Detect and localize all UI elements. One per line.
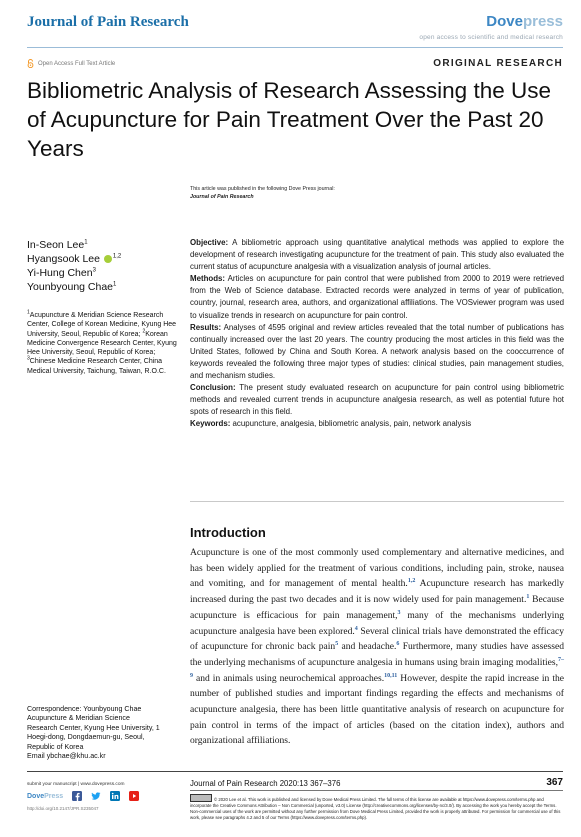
article-type: ORIGINAL RESEARCH	[433, 58, 563, 69]
abstract-conclusion: Conclusion: The present study evaluated research on acupuncture for pain control using bibliometric methods and revealed current trends in acupuncture analgesia research, as well as potential future hot spots of research in this field.	[190, 383, 564, 417]
correspondence-line: Acupuncture & Meridian Science	[27, 714, 130, 723]
author-name[interactable]: Yi-Hung Chen$^3$	[27, 267, 96, 279]
abstract-keywords: Keywords: acupuncture, analgesia, bibliometric analysis, pain, network analysis	[190, 419, 472, 429]
affiliation-2: Korean Medicine Convergence Research Center, Kyung Hee University, Seoul, Republic of Korea;	[27, 330, 177, 357]
correspondence-line: Research Center, Kyung Hee University, 1	[27, 723, 160, 732]
abstract	[190, 237, 564, 431]
open-access-label	[27, 59, 115, 68]
footer-divider	[27, 771, 563, 772]
correspondence-email[interactable]: Email ybchae@khu.ac.kr	[27, 752, 106, 761]
correspondence	[27, 705, 177, 761]
dovepress-logo-main: Dove	[486, 13, 523, 30]
creative-commons-icon[interactable]	[190, 794, 212, 802]
twitter-icon[interactable]	[91, 791, 101, 801]
affiliations: $^1$Acupuncture & Meridian Science Research Center, College of Korean Medicine, Kyung Hee University, Seoul, Republic of Korea; $^2$Korean Medicine Convergence Research Center, Kyung Hee University, Seoul, Republic of Korea; $^3$Chinese Medicine Research Center, China Medical University, Taichung, Taiwan, R.O.C.	[27, 309, 177, 375]
doi-link[interactable]: http://doi.org/10.2147/JPR.S235047	[27, 806, 99, 811]
citation-link[interactable]: 10,11	[384, 672, 398, 679]
publication-note-journal[interactable]: Journal of Pain Research	[190, 194, 254, 200]
author-name[interactable]: Younbyoung Chae$^1$	[27, 281, 117, 293]
dovepress-logo-suffix: press	[522, 13, 563, 30]
youtube-icon[interactable]	[129, 791, 139, 801]
introduction-body: Acupuncture is one of the most commonly used complementary and alternative medicines, and has been widely applied for the treatment of various conditions, including pain, stroke, nausea and vomiting, and for management of mental health.$^{1,2}$ Acupuncture research has markedly increased during the past two decades and it is now widely used for pain management.$^1$ Because acupuncture is efficacious for pain management,$^3$ many of the mechanisms underlying acupuncture analgesia have been explored.$^4$ Several clinical trials have demonstrated the efficacy of acupuncture for chronic back pain$^5$ and headache.$^6$ Furthermore, many studies have assessed the underlying mechanisms of acupuncture analgesia in humans using brain imaging modalities,$^{7-9}$ and in animals using neurochemical approaches.$^{10,11}$ However, despite the rapid increase in the number of published studies and important findings regarding the effects and mechanisms of acupuncture analgesia, there has been little quantitative analysis of research on acupuncture for pain control in terms of the impact of articles (based on the citation index), authors and organizational affiliations.	[190, 547, 564, 747]
citation-link[interactable]: 3	[397, 609, 401, 616]
open-access-text: Open Access Full Text Article	[38, 60, 116, 67]
introduction-heading: Introduction	[190, 525, 266, 540]
citation-link[interactable]: 6	[396, 641, 400, 648]
publication-note-line: This article was published in the following Dove Press journal:	[190, 186, 335, 192]
article-title: Bibliometric Analysis of Research Assessing the Use of Acupuncture for Pain Treatment Over the Past 20 Years	[27, 78, 551, 161]
abstract-divider	[190, 501, 564, 502]
abstract-methods: Methods: Articles on acupuncture for pain control that were published from 2000 to 2019 were retrieved from the Web of Science database. Extracted records were analyzed in terms of year of publication, country, journal, research area, authors, and organizational affiliations. The VOSviewer program was used to visualize trends in research on acupuncture for pain control.	[190, 274, 564, 320]
citation-link[interactable]: 7–9	[190, 656, 564, 679]
affiliation-1: Acupuncture & Meridian Science Research Center, College of Korean Medicine, Kyung Hee University, Seoul, Republic of Korea;	[27, 312, 177, 338]
citation-link[interactable]: 1,2	[407, 578, 416, 585]
citation-link[interactable]: 1	[526, 593, 530, 600]
author-name[interactable]: In-Seon Lee$^1$	[27, 239, 88, 251]
header-divider	[27, 47, 563, 48]
footer-social-row	[27, 791, 177, 801]
correspondence-line: Hoegi-dong, Dongdaemun-gu, Seoul,	[27, 733, 145, 742]
correspondence-line: Correspondence: Younbyoung Chae	[27, 705, 142, 713]
author-name[interactable]: Hyangsook Lee $^{1,2}$	[27, 253, 122, 265]
journal-name[interactable]: Journal of Pain Research	[27, 14, 189, 30]
publisher-tagline: open access to scientific and medical research	[419, 34, 563, 41]
page-number: 367	[546, 777, 563, 788]
citation-link[interactable]: 5	[335, 641, 339, 648]
linkedin-icon[interactable]	[110, 791, 120, 801]
footer-left	[27, 782, 177, 811]
footer-journal-citation: Journal of Pain Research 2020:13 367–376	[190, 779, 341, 788]
license-divider	[190, 790, 563, 791]
facebook-icon[interactable]	[72, 791, 82, 801]
orcid-icon[interactable]	[104, 255, 112, 263]
citation-link[interactable]: 4	[354, 625, 358, 632]
license-text: © 2020 Lee et al. This work is published and licensed by Dove Medical Press Limited. The full terms of this license are available at https://www.dovepress.com/terms.php and incorporate the Creative Commons Attribution – Non Commercial (unported, v3.0) License (http://creativecommons.org/licenses/by-nc/3.0/). By accessing the work you hereby accept the Terms. Non-commercial uses of the work are permitted without any further permission from Dove Medical Press Limited, provided the work is properly attributed. For permission for commercial use of this work, please see paragraphs 4.2 and 5 of our Terms (https://www.dovepress.com/terms.php).	[190, 794, 563, 821]
open-lock-icon	[27, 59, 34, 68]
author-list	[27, 238, 121, 294]
correspondence-line: Republic of Korea	[27, 742, 84, 751]
dovepress-small-logo[interactable]: DovePress	[27, 792, 64, 800]
abstract-objective: Objective: A bibliometric approach using quantitative analytical methods was applied to explore the development of research investigating acupuncture for the treatment of pain. This study also evaluated the current status of acupuncture analgesia with a visualization analysis of journal articles.	[190, 238, 564, 272]
publication-note	[190, 185, 335, 201]
abstract-results: Results: Analyses of 4595 original and review articles revealed that the total number of publications has continually increased over the last 20 years. The country producing the most articles in this field was the United States, followed by China and South Korea. A network analysis based on the cooccurrence of keywords revealed the following three major types of studies: clinical studies, pain management studies, and mechanism studies.	[190, 322, 564, 381]
dovepress-logo[interactable]	[486, 13, 563, 30]
submit-manuscript-link[interactable]: submit your manuscript | www.dovepress.com	[27, 782, 125, 787]
affiliation-3: Chinese Medicine Research Center, China Medical University, Taichung, Taiwan, R.O.C.	[27, 358, 166, 375]
